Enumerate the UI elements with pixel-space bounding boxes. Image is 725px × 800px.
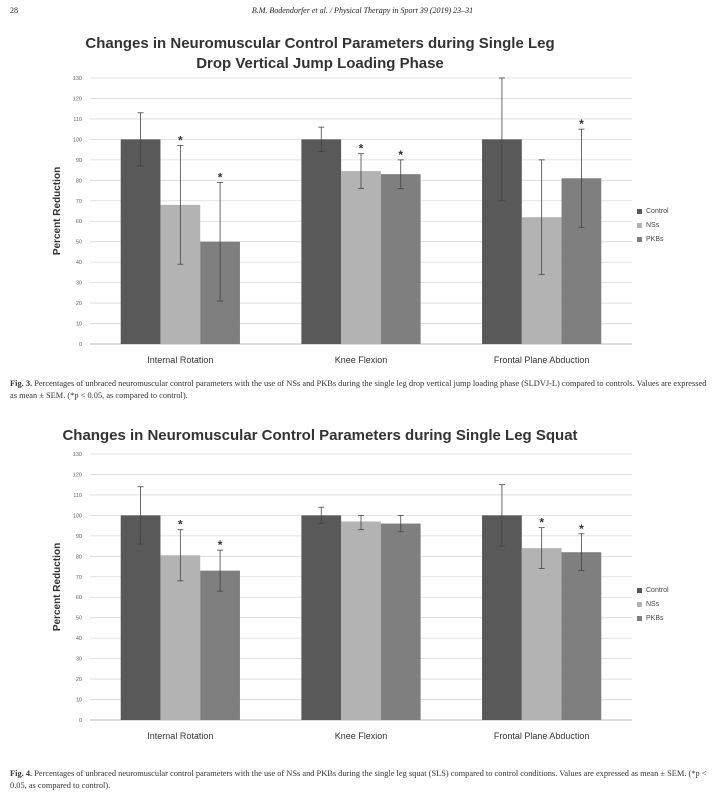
caption-label: Fig. 3. bbox=[10, 379, 33, 388]
caption-label: Fig. 4. bbox=[10, 769, 33, 778]
legend-item bbox=[637, 597, 669, 611]
y-axis-label: Percent Reduction bbox=[52, 166, 63, 256]
caption-text: Percentages of unbraced neuromuscular control parameters with the use of NSs and PKBs during the single leg squat (SLS) compared to control conditions. Values are expressed as mean ± SEM. (*p < 0.05, as compared to control). bbox=[10, 769, 707, 790]
legend-label: NSs bbox=[646, 221, 660, 229]
y-tick-label: 0 bbox=[78, 342, 82, 348]
legend-swatch bbox=[637, 209, 642, 214]
chart-title-line-2: Drop Vertical Jump Loading Phase bbox=[196, 55, 444, 72]
significance-marker: * bbox=[217, 538, 223, 553]
y-tick-label: 90 bbox=[75, 157, 82, 164]
y-tick-label: 30 bbox=[75, 656, 82, 663]
significance-marker: * bbox=[539, 515, 545, 530]
y-tick-label: 50 bbox=[75, 615, 82, 622]
y-axis-label: Percent Reduction bbox=[52, 542, 63, 632]
x-tick-label: Internal Rotation bbox=[147, 355, 214, 365]
y-tick-label: 130 bbox=[72, 452, 82, 458]
bar-nss bbox=[341, 171, 381, 344]
y-tick-label: 80 bbox=[75, 554, 82, 561]
bar-pkbs bbox=[562, 552, 602, 720]
legend-label: Control bbox=[646, 586, 669, 594]
page-number: 28 bbox=[10, 6, 18, 15]
bar-pkbs bbox=[200, 571, 240, 720]
y-tick-label: 90 bbox=[75, 533, 82, 540]
legend-item bbox=[637, 204, 669, 218]
legend-label: PKBs bbox=[646, 614, 664, 622]
running-head: B.M. Bodendorfer et al. / Physical Therapy in Sport 39 (2019) 23–31 bbox=[251, 6, 474, 15]
legend-item bbox=[637, 232, 669, 246]
legend-swatch bbox=[637, 237, 642, 242]
y-tick-label: 120 bbox=[72, 96, 82, 103]
y-tick-label: 10 bbox=[75, 697, 82, 704]
bar-control bbox=[121, 515, 161, 720]
significance-marker: * bbox=[358, 141, 364, 156]
significance-marker: * bbox=[177, 517, 183, 532]
y-tick-label: 110 bbox=[73, 492, 82, 499]
legend-item bbox=[637, 218, 669, 232]
significance-marker: * bbox=[579, 117, 584, 132]
legend-swatch bbox=[637, 223, 642, 228]
y-tick-label: 0 bbox=[78, 718, 82, 724]
figure-4 bbox=[0, 420, 725, 790]
significance-marker: * bbox=[177, 133, 183, 148]
y-tick-label: 30 bbox=[75, 280, 82, 287]
bar-control bbox=[121, 139, 161, 344]
bar-control bbox=[301, 515, 341, 720]
bar-pkbs bbox=[381, 524, 421, 720]
legend-swatch bbox=[637, 602, 642, 607]
y-tick-label: 100 bbox=[72, 137, 82, 144]
bar-chart bbox=[0, 26, 725, 371]
significance-marker: * bbox=[217, 170, 223, 185]
y-tick-label: 70 bbox=[75, 574, 82, 581]
x-tick-label: Knee Flexion bbox=[334, 731, 388, 741]
y-tick-label: 100 bbox=[72, 513, 82, 520]
legend-swatch bbox=[637, 588, 642, 593]
bar-control bbox=[301, 139, 341, 344]
legend-item bbox=[637, 583, 669, 597]
significance-marker: * bbox=[579, 521, 584, 536]
chart-legend bbox=[637, 583, 669, 625]
x-tick-label: Frontal Plane Abduction bbox=[493, 355, 590, 365]
figure-caption bbox=[10, 378, 715, 402]
legend-item bbox=[637, 611, 669, 625]
legend-label: PKBs bbox=[646, 235, 664, 243]
x-tick-label: Knee Flexion bbox=[334, 355, 388, 365]
y-tick-label: 10 bbox=[75, 321, 82, 328]
chart-legend bbox=[637, 204, 669, 246]
legend-label: NSs bbox=[646, 600, 660, 608]
y-tick-label: 40 bbox=[75, 636, 82, 643]
bar-nss bbox=[341, 522, 381, 720]
chart-title-line-1: Changes in Neuromuscular Control Parameters during Single Leg Squat bbox=[62, 427, 578, 444]
caption-text: Percentages of unbraced neuromuscular control parameters with the use of NSs and PKBs during the single leg drop vertical jump loading phase (SLDVJ-L) compared to controls. Values are expressed as mean ± SEM. (*p < 0.05, as compared to control). bbox=[10, 379, 707, 400]
bar-nss bbox=[522, 548, 562, 720]
x-tick-label: Internal Rotation bbox=[147, 731, 214, 741]
bar-pkbs bbox=[381, 174, 421, 344]
legend-label: Control bbox=[646, 207, 669, 215]
page-header bbox=[0, 6, 725, 20]
y-tick-label: 20 bbox=[75, 677, 82, 684]
y-tick-label: 110 bbox=[73, 116, 82, 123]
y-tick-label: 70 bbox=[75, 198, 82, 205]
y-tick-label: 50 bbox=[75, 239, 82, 246]
figure-3 bbox=[0, 26, 725, 400]
y-tick-label: 80 bbox=[75, 178, 82, 185]
chart-title-line-1: Changes in Neuromuscular Control Parameters during Single Leg bbox=[85, 35, 555, 52]
y-tick-label: 60 bbox=[75, 595, 82, 602]
figure-caption bbox=[10, 768, 715, 792]
y-tick-label: 60 bbox=[75, 219, 82, 226]
y-tick-label: 130 bbox=[72, 76, 82, 82]
y-tick-label: 40 bbox=[75, 260, 82, 267]
y-tick-label: 20 bbox=[75, 301, 82, 308]
bar-chart bbox=[0, 420, 725, 765]
legend-swatch bbox=[637, 616, 642, 621]
x-tick-label: Frontal Plane Abduction bbox=[493, 731, 590, 741]
significance-marker: * bbox=[398, 147, 404, 162]
y-tick-label: 120 bbox=[72, 472, 82, 479]
